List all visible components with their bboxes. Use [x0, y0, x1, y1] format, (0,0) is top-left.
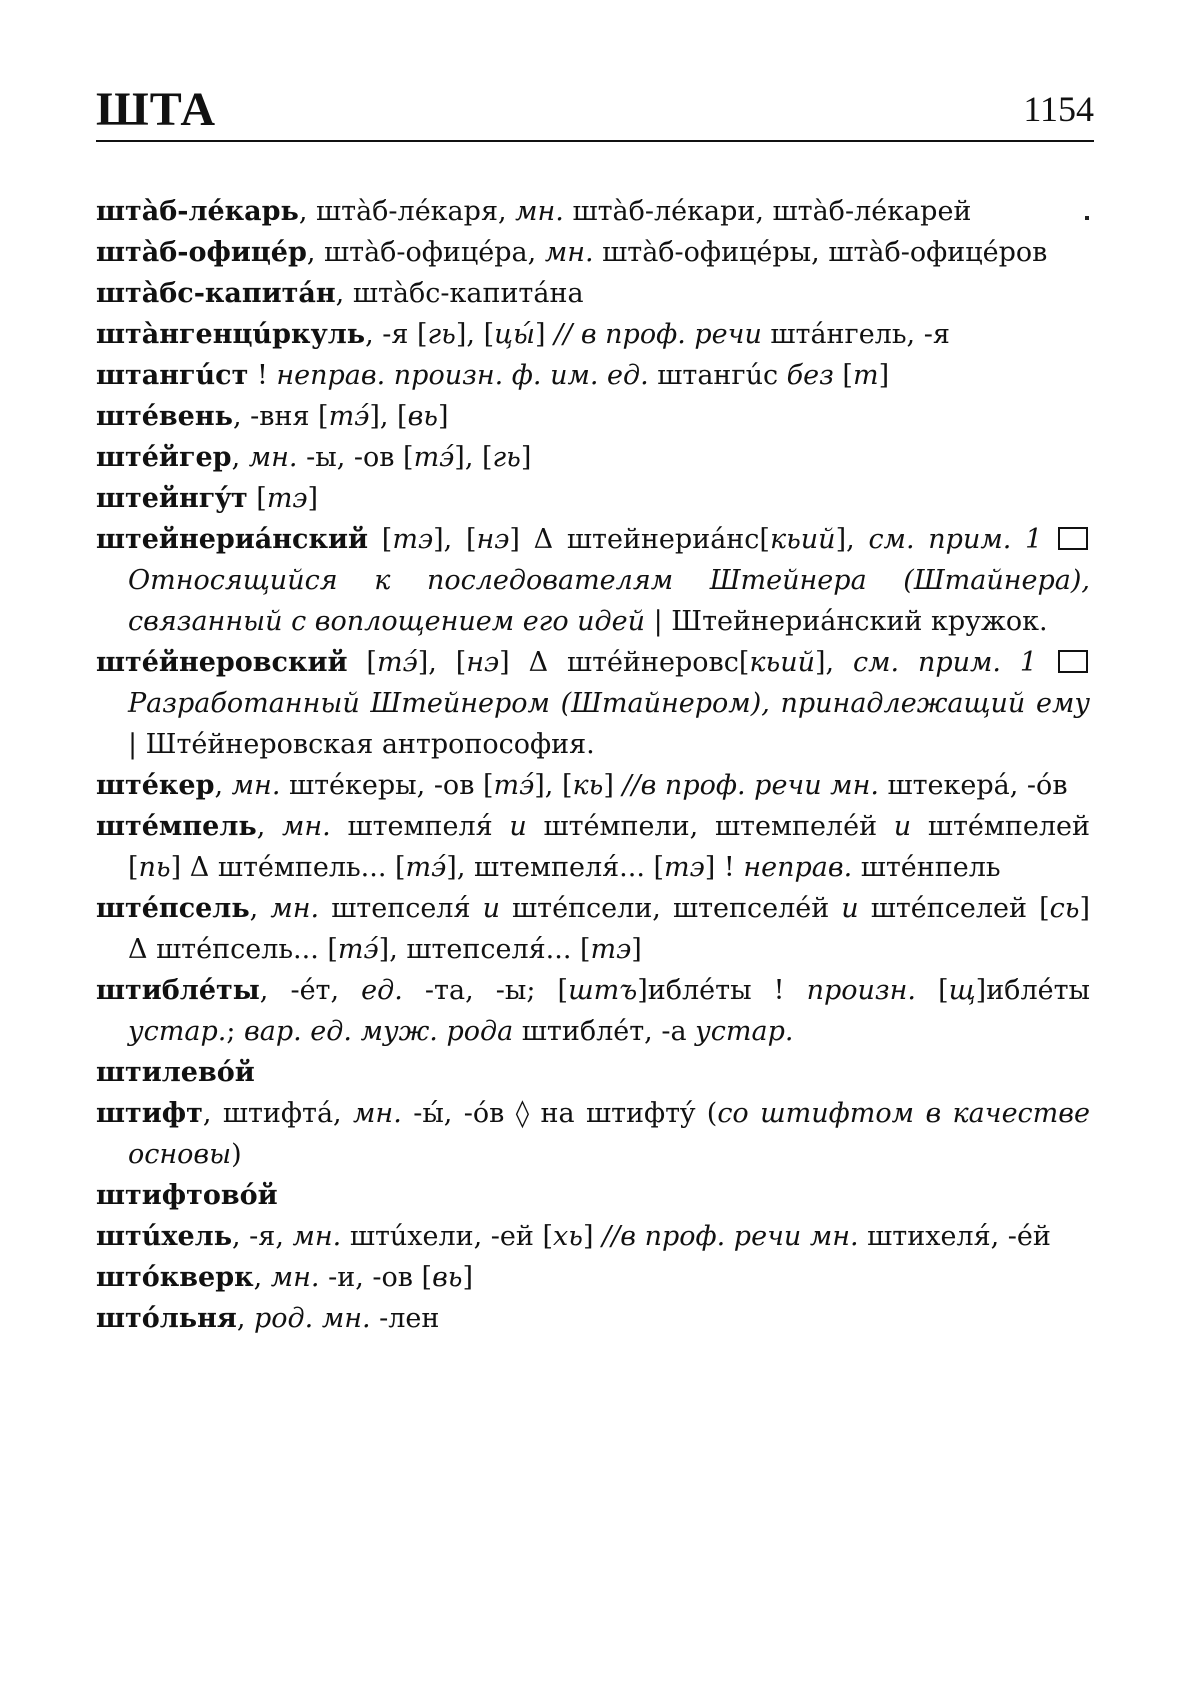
dictionary-entry [96, 1052, 1090, 1093]
entry-text: , -вня [ [232, 401, 329, 432]
headword: штéйнеровский [96, 647, 348, 678]
entry-text: ) [231, 1139, 242, 1170]
headword: штилевóй [96, 1057, 255, 1088]
headword: штифтовóй [96, 1180, 278, 1211]
italic-note: устар. [128, 1016, 227, 1047]
italic-note: хь [553, 1221, 583, 1252]
headword: штéмпель [96, 811, 257, 842]
entry-text: ], [835, 524, 869, 555]
italic-note: мн. [292, 1221, 342, 1252]
italic-note: без [786, 360, 834, 391]
italic-note: Относящийся к последователям Штейнера (Штайнера), связанный с воплощением его идей [128, 565, 1090, 637]
italic-note: вь [407, 401, 438, 432]
dictionary-entries [96, 191, 1090, 1339]
italic-note: ед. [361, 975, 403, 1006]
entry-text: -та, -ы; [ [402, 975, 569, 1006]
dictionary-entry [96, 314, 1090, 355]
italic-note: пь [138, 852, 171, 883]
definition-box-icon [1058, 527, 1088, 550]
italic-note: со штифтом в качестве основы [128, 1098, 1090, 1170]
entry-text: штихеля́, -éй [858, 1221, 1051, 1252]
dictionary-entry [96, 1093, 1090, 1175]
page-number: 1154 [1023, 89, 1094, 129]
headword: штéйгер [96, 442, 232, 473]
italic-note: род. мн. [254, 1303, 371, 1334]
entry-text: ] Δ штéпсель... [ [128, 893, 1090, 965]
headword: штангúст [96, 360, 249, 391]
dictionary-entry [96, 519, 1090, 642]
dictionary-entry [96, 355, 1090, 396]
entry-text: ; [226, 1016, 245, 1047]
dictionary-entry [96, 191, 1090, 232]
italic-note: тэ́ [405, 852, 447, 883]
italic-note: тэ́ [328, 401, 370, 432]
entry-text: , -я, [232, 1221, 293, 1252]
entry-text: [ [347, 647, 377, 678]
entry-text: ] [631, 934, 642, 965]
entry-text: ! [248, 360, 277, 391]
entry-text: ] [534, 319, 555, 350]
dictionary-entry [96, 1216, 1090, 1257]
headword: штиблéты [96, 975, 260, 1006]
entry-text: ], [ [417, 647, 467, 678]
entry-text: , штàбс-капитáна [335, 278, 584, 309]
italic-note: штъ [568, 975, 638, 1006]
italic-note: вар. ед. муж. рода [244, 1016, 514, 1047]
entry-text: , штàб-лéкаря, [298, 196, 516, 227]
entry-text: ], [814, 647, 853, 678]
dictionary-entry [96, 478, 1090, 519]
entry-text: ], [ [454, 442, 493, 473]
entry-text: ], [ [433, 524, 477, 555]
italic-note: тэ́ [493, 770, 535, 801]
entry-text: штáнгель, -я [761, 319, 950, 350]
entry-text: , -я [ [365, 319, 428, 350]
italic-note: мн. [270, 893, 320, 924]
entry-text: штàб-офицéры, штàб-офицéров [593, 237, 1048, 268]
entry-text: ] Δ штейнериáнс[ [509, 524, 770, 555]
italic-note: см. прим. 1 [853, 647, 1038, 678]
italic-note: гь [427, 319, 456, 350]
entry-text: , [214, 770, 232, 801]
entry-text: ], [ [369, 401, 408, 432]
dictionary-entry [96, 642, 1090, 765]
headword: штàбс-капитáн [96, 278, 336, 309]
dictionary-entry [96, 396, 1090, 437]
entry-text: -лен [370, 1303, 440, 1334]
entry-text: штàб-лéкари, штàб-лéкарей [563, 196, 972, 227]
italic-note: неправ. произн. ф. им. ед. [276, 360, 649, 391]
italic-note: кьий [749, 647, 815, 678]
dictionary-entry [96, 970, 1090, 1052]
italic-note: мн. [248, 442, 298, 473]
italic-note: тэ́ [376, 647, 418, 678]
entry-text: | Штéйнеровская антропософия. [128, 729, 595, 760]
headword: штàб-лéкарь [96, 196, 299, 227]
entry-text: [ [247, 483, 267, 514]
entry-text: штемпеля́ [330, 811, 510, 842]
headword: штàнгенцúркуль [96, 319, 366, 350]
entry-text: ]иблéты ! [637, 975, 807, 1006]
headword: штéпсель [96, 893, 250, 924]
entry-text: ] [520, 442, 532, 473]
entry-text: штéпселей [ [858, 893, 1050, 924]
entry-text: , [236, 1303, 254, 1334]
italic-note: сь [1049, 893, 1080, 924]
entry-text: [ [368, 524, 393, 555]
italic-note: // в проф. речи [554, 319, 762, 350]
entry-text: , -éт, [259, 975, 362, 1006]
entry-text: ] [582, 1221, 603, 1252]
italic-note: устар. [695, 1016, 794, 1047]
entry-text: штéпсели, штепселéй [499, 893, 842, 924]
headword: штóльня [96, 1303, 237, 1334]
dictionary-entry [96, 1175, 1090, 1216]
entry-text: ] [437, 401, 449, 432]
italic-note: тэ [392, 524, 434, 555]
italic-note: и [482, 893, 500, 924]
entry-text: , штàб-офицéра, [306, 237, 545, 268]
italic-note: тэ́ [337, 934, 379, 965]
italic-note: кьий [769, 524, 836, 555]
italic-note: цы́ [494, 319, 535, 350]
dictionary-entry [96, 888, 1090, 970]
entry-text: ] [307, 483, 319, 514]
entry-text: ], [ [455, 319, 495, 350]
italic-note: мн. [282, 811, 331, 842]
italic-note: гь [492, 442, 521, 473]
headword: штéвень [96, 401, 233, 432]
entry-text: штéмпели, штемпелéй [526, 811, 894, 842]
italic-note: и [509, 811, 527, 842]
italic-note: вь [432, 1262, 463, 1293]
headword: штàб-офицéр [96, 237, 307, 268]
entry-text: ] [462, 1262, 474, 1293]
dictionary-entry [96, 806, 1090, 888]
italic-note: произн. [806, 975, 917, 1006]
dictionary-entry [96, 765, 1090, 806]
italic-note: нэ [476, 524, 510, 555]
dictionary-entry [96, 273, 1090, 314]
entry-text: , штифтá, [202, 1098, 354, 1129]
entry-text: штéнпель [852, 852, 1001, 883]
entry-text: штепселя́ [319, 893, 483, 924]
italic-note: тэ [266, 483, 308, 514]
entry-text: штéмпелей [ [128, 811, 1091, 883]
headword: штейнгýт [96, 483, 248, 514]
entry-text: -и, -ов [ [319, 1262, 433, 1293]
italic-note: т [852, 360, 879, 391]
entry-text: [ [916, 975, 949, 1006]
italic-note: тэ [664, 852, 705, 883]
headword: штейнериáнский [96, 524, 369, 555]
entry-text: штангúс [648, 360, 787, 391]
entry-text: штúхели, -ей [ [341, 1221, 554, 1252]
entry-text: ] ! [704, 852, 744, 883]
italic-note: //в проф. речи мн. [622, 770, 879, 801]
entry-text: ], штемпеля́... [ [446, 852, 665, 883]
entry-text: ] Δ штéмпель... [ [170, 852, 406, 883]
italic-note: и [893, 811, 912, 842]
entry-text [1037, 647, 1056, 678]
italic-note: мн. [544, 237, 594, 268]
italic-note: Разработанный Штейнером (Штайнером), принадлежащий ему [128, 688, 1090, 719]
italic-note: и [841, 893, 859, 924]
entry-text: , [231, 442, 249, 473]
entry-text: штекерá, -óв [878, 770, 1068, 801]
italic-note: мн. [515, 196, 564, 227]
dictionary-entry [96, 1257, 1090, 1298]
entry-text: -ы́, -óв ◊ на штифтý ( [401, 1098, 718, 1129]
italic-note: тэ́ [413, 442, 455, 473]
entry-text: , [249, 893, 271, 924]
dictionary-entry [96, 437, 1090, 478]
italic-note: неправ. [743, 852, 853, 883]
headword: штóкверк [96, 1262, 254, 1293]
italic-note: //в проф. речи мн. [602, 1221, 859, 1252]
entry-text [1042, 524, 1056, 555]
headword: штифт [96, 1098, 203, 1129]
dictionary-entry [96, 1298, 1090, 1339]
entry-text: , [256, 811, 282, 842]
page-header [96, 82, 1094, 138]
italic-note: см. прим. 1 [868, 524, 1043, 555]
italic-note: мн. [353, 1098, 402, 1129]
italic-note: мн. [270, 1262, 320, 1293]
italic-note: тэ [590, 934, 632, 965]
definition-box-icon [1058, 650, 1088, 673]
entry-text: ] Δ штéйнеровс[ [499, 647, 750, 678]
entry-text: ] [603, 770, 623, 801]
italic-note: мн. [231, 770, 281, 801]
entry-text: ]иблéты [975, 975, 1090, 1006]
entry-text: ] [878, 360, 890, 391]
entry-text: | Штейнериáнский кружок. [645, 606, 1048, 637]
running-head-word: ШТА [96, 83, 216, 136]
italic-note: щ [948, 975, 976, 1006]
entry-text: штиблéт, -а [513, 1016, 696, 1047]
header-rule [96, 140, 1094, 142]
entry-text: , [253, 1262, 271, 1293]
dictionary-entry [96, 232, 1090, 273]
headword: штúхель [96, 1221, 233, 1252]
italic-note: нэ [466, 647, 500, 678]
headword: штéкер [96, 770, 215, 801]
entry-text: штéкеры, -ов [ [280, 770, 494, 801]
entry-text: ], штепселя́... [ [378, 934, 591, 965]
italic-note: кь [572, 770, 604, 801]
entry-text: ], [ [534, 770, 573, 801]
entry-text: -ы, -ов [ [297, 442, 414, 473]
entry-text: [ [833, 360, 853, 391]
